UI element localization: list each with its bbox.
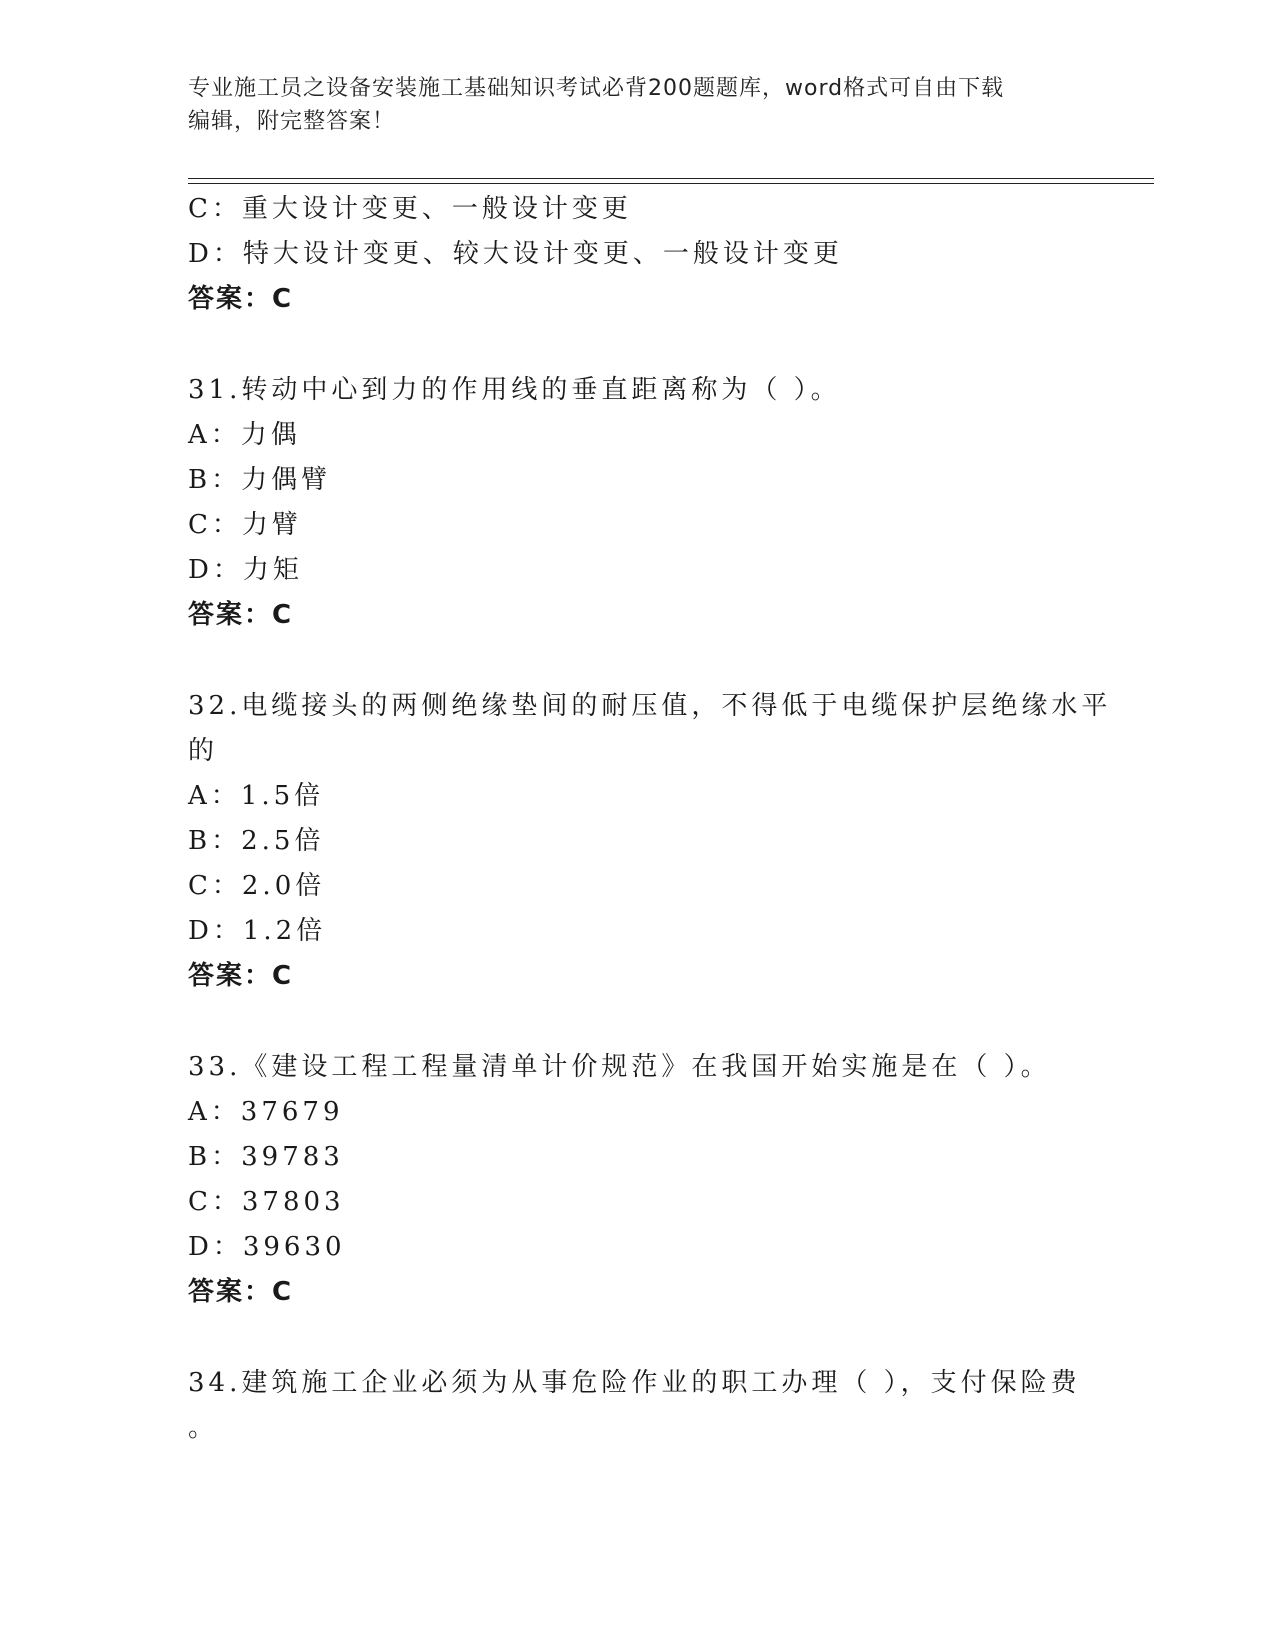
question-31-stem: 31.转动中心到力的作用线的垂直距离称为（ ）。	[188, 375, 841, 405]
question-32-answer: 答案：C	[188, 961, 294, 991]
question-32-option-d: D：1.2倍	[188, 916, 327, 946]
question-31-option-a: A：力偶	[188, 420, 301, 450]
question-34-stem-line-2: 。	[188, 1413, 219, 1443]
question-34-stem-line-1: 34.建筑施工企业必须为从事危险作业的职工办理（ ），支付保险费	[188, 1368, 1081, 1398]
question-31-answer: 答案：C	[188, 600, 294, 630]
question-33-option-d: D：39630	[188, 1232, 346, 1262]
question-31-option-c: C：力臂	[188, 510, 302, 540]
question-32-stem-line-2: 的	[188, 736, 219, 766]
question-32-stem-line-1: 32.电缆接头的两侧绝缘垫间的耐压值，不得低于电缆保护层绝缘水平	[188, 691, 1112, 721]
header-line-1: 专业施工员之设备安装施工基础知识考试必背200题题库，word格式可自由下载	[188, 76, 1005, 101]
prev-option-c: C：重大设计变更、一般设计变更	[188, 194, 632, 224]
document-header	[188, 72, 1088, 138]
prev-answer: 答案：C	[188, 284, 294, 314]
question-31-option-b: B：力偶臂	[188, 465, 332, 495]
question-33-option-b: B：39783	[188, 1142, 344, 1172]
question-33-option-a: A：37679	[188, 1097, 344, 1127]
header-divider-top	[188, 178, 1154, 179]
header-divider-bottom	[188, 183, 1154, 184]
question-33-stem: 33.《建设工程工程量清单计价规范》在我国开始实施是在（ ）。	[188, 1052, 1051, 1082]
prev-option-d: D：特大设计变更、较大设计变更、一般设计变更	[188, 239, 843, 269]
question-32-option-a: A：1.5倍	[188, 781, 325, 811]
question-31-option-d: D：力矩	[188, 555, 303, 585]
question-33-option-c: C：37803	[188, 1187, 345, 1217]
question-32-option-c: C：2.0倍	[188, 871, 326, 901]
question-32-option-b: B：2.5倍	[188, 826, 325, 856]
question-33-answer: 答案：C	[188, 1277, 294, 1307]
header-line-2: 编辑，附完整答案！	[188, 109, 396, 134]
